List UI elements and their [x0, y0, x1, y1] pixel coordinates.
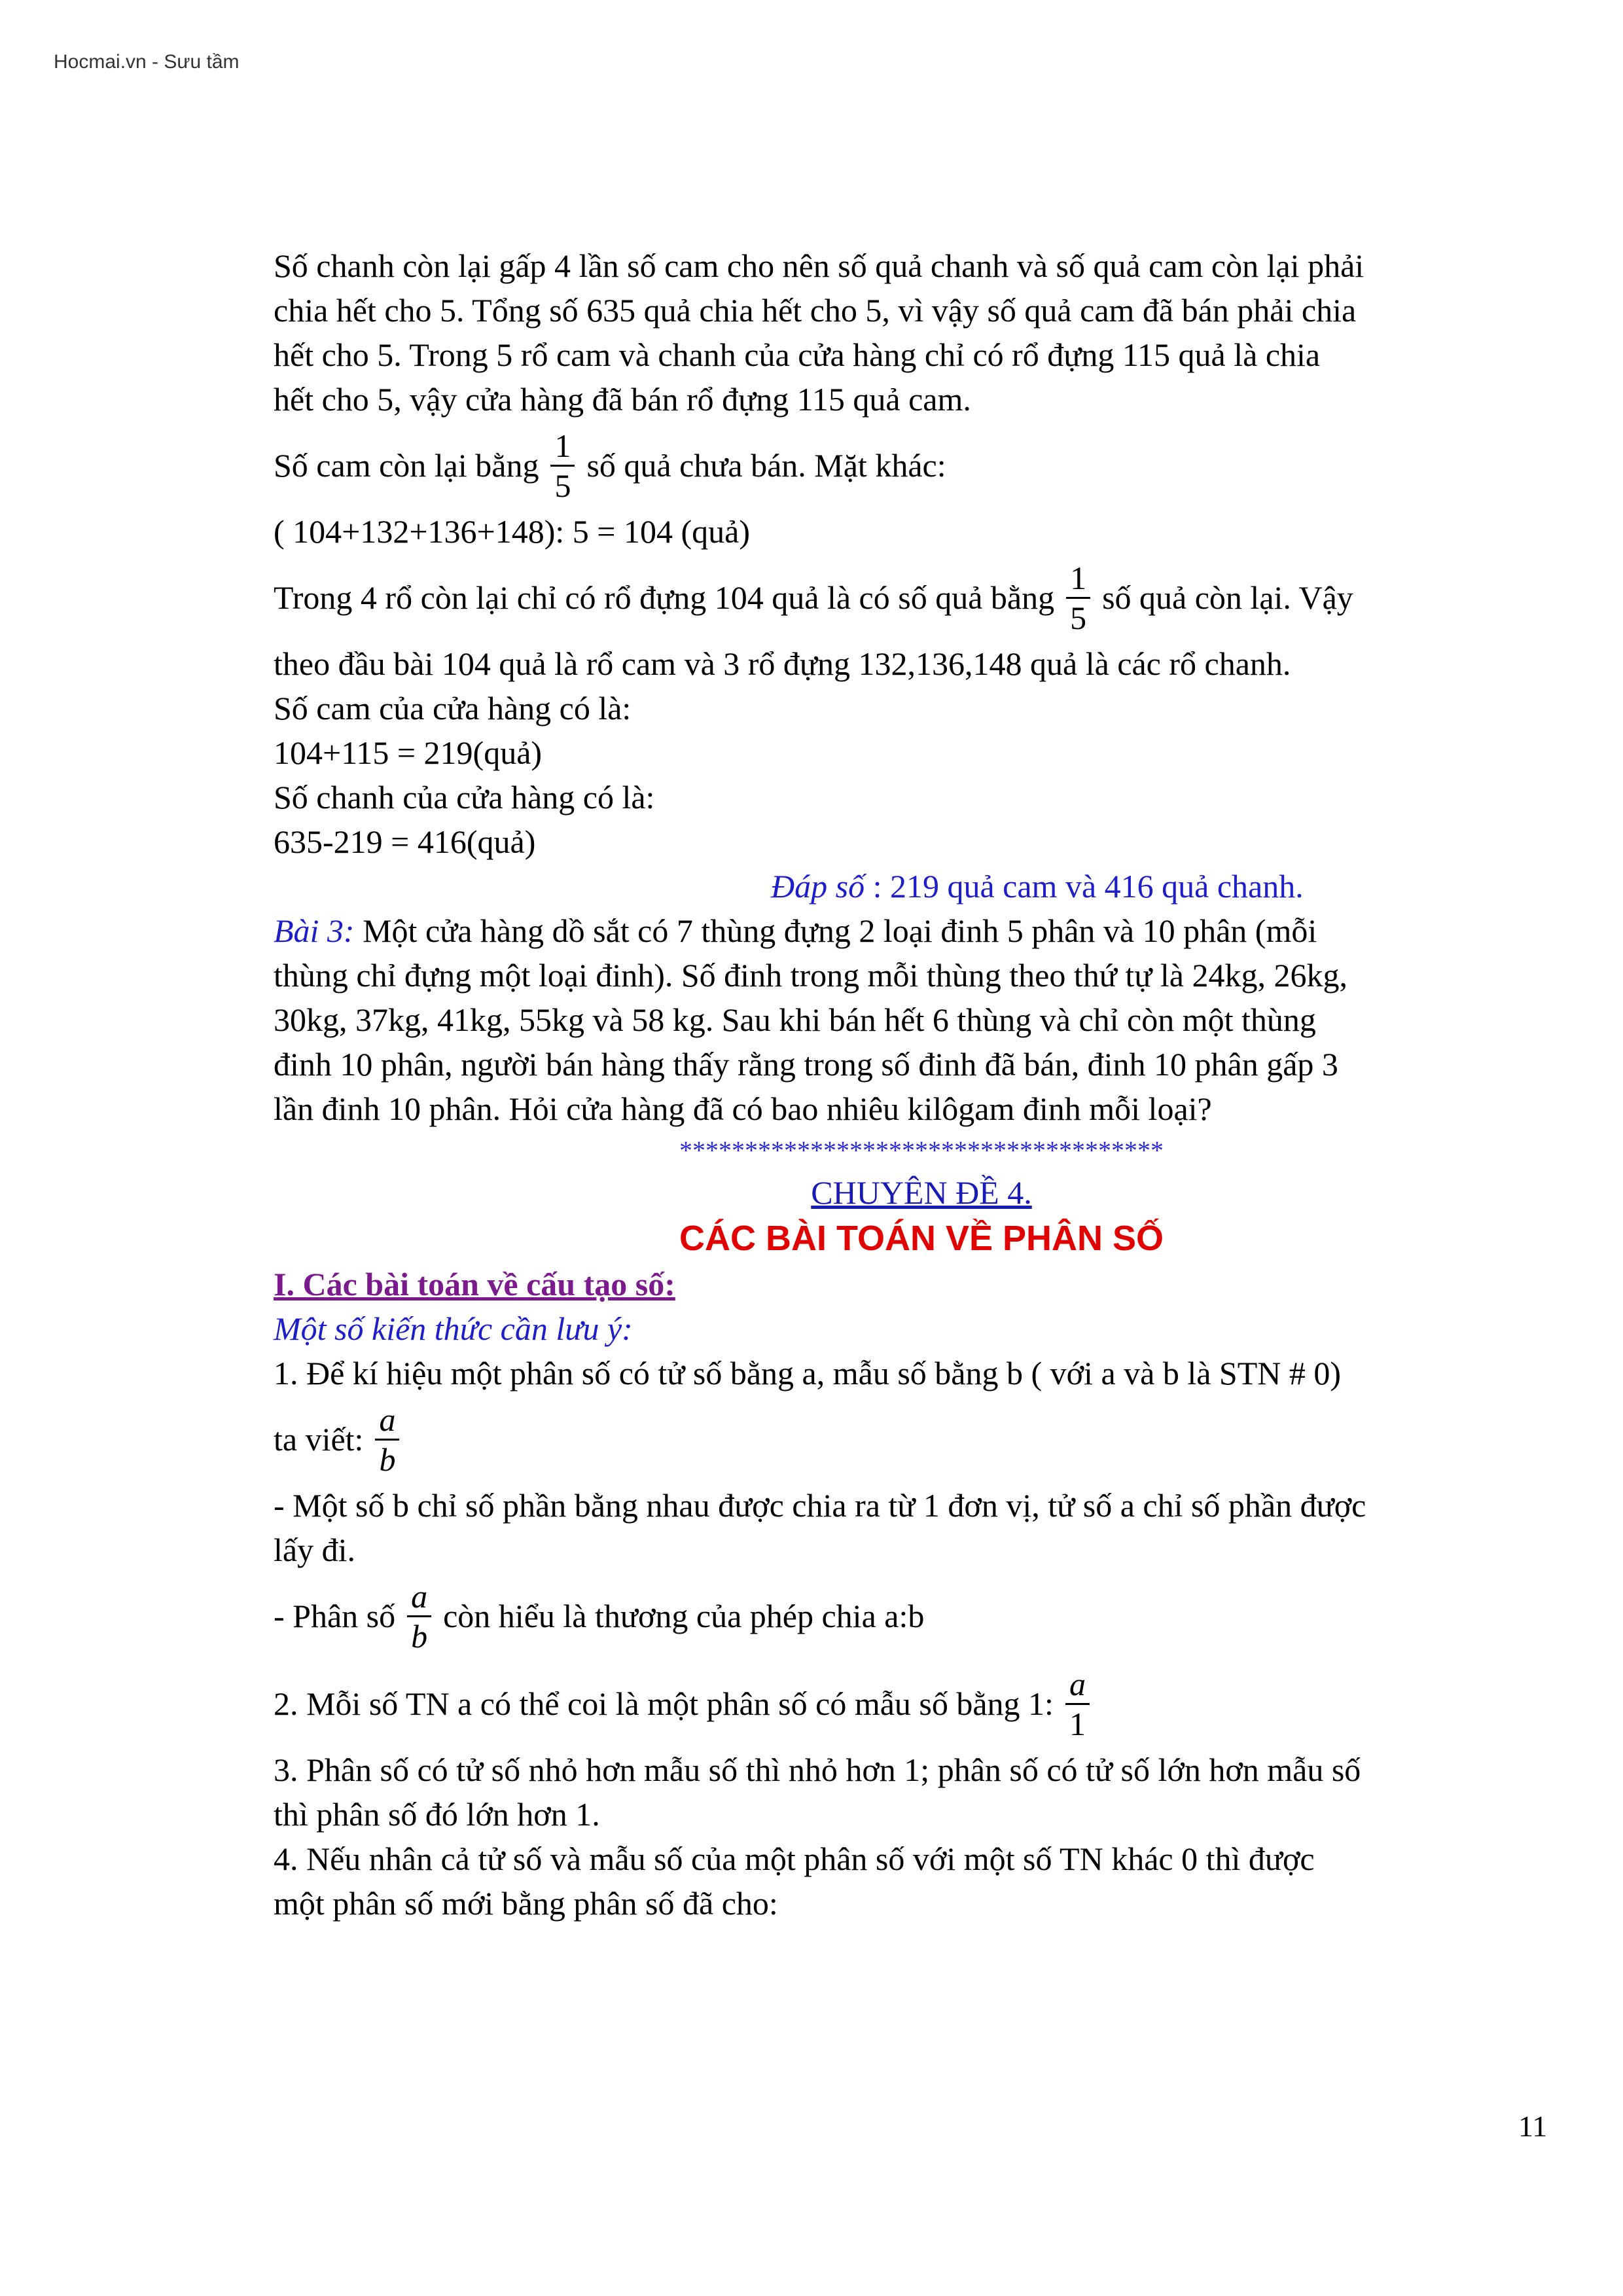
- dash1-line-1: - Một số b chỉ số phần bằng nhau được chia ra từ 1 đơn vị, tử số a chỉ số phần được: [274, 1487, 1366, 1524]
- answer-label: Đáp số: [771, 868, 865, 905]
- page-number: 11: [1518, 2109, 1548, 2143]
- item-4-line-1: 4. Nếu nhân cả tử số và mẫu số của một phân số với một số TN khác 0 thì được: [274, 1840, 1315, 1877]
- text-before: - Phân số: [274, 1598, 396, 1634]
- text-after: số quả chưa bán. Mặt khác:: [586, 447, 946, 484]
- text-before: ta viết:: [274, 1421, 364, 1458]
- fraction-numerator: 1: [1070, 559, 1087, 596]
- page-content: [274, 243, 1569, 1926]
- text-before: 2. Mỗi số TN a có thể coi là một phân số có mẫu số bằng 1:: [274, 1685, 1054, 1722]
- separator-stars: *************************************: [679, 1136, 1164, 1165]
- text-before: Trong 4 rổ còn lại chỉ có rổ đựng 104 quả là có số quả bằng: [274, 579, 1055, 616]
- fraction-numerator: a: [1069, 1665, 1086, 1702]
- fraction-numerator: a: [379, 1401, 396, 1438]
- item-3-line-1: 3. Phân số có tử số nhỏ hơn mẫu số thì nhỏ hơn 1; phân số có tử số lớn hơn mẫu số: [274, 1751, 1361, 1788]
- para1-line-3: hết cho 5. Trong 5 rổ cam và chanh của cửa hàng chỉ có rổ đựng 115 quả là chia: [274, 336, 1321, 373]
- fraction-a-over-1: [1065, 1665, 1090, 1743]
- item-1: 1. Để kí hiệu một phân số có tử số bằng a, mẫu số bằng b ( với a và b là STN # 0): [274, 1355, 1342, 1391]
- fraction-numerator: 1: [554, 427, 571, 464]
- para2-line-5: 635-219 = 416(quả): [274, 823, 536, 860]
- line-cam-con-lai: [274, 422, 1569, 509]
- fraction-one-fifth: [550, 427, 575, 505]
- bai3-line-2: thùng chỉ đựng một loại đinh). Số đinh trong mỗi thùng theo thứ tự là 24kg, 26kg,: [274, 957, 1347, 994]
- fraction-numerator: a: [411, 1577, 428, 1615]
- fraction-denominator: 5: [550, 465, 575, 505]
- bai3-line-4: đinh 10 phân, người bán hàng thấy rằng trong số đinh đã bán, đinh 10 phân gấp 3: [274, 1046, 1338, 1083]
- dash1-line-2: lấy đi.: [274, 1532, 355, 1568]
- text-before: Số cam còn lại bằng: [274, 447, 539, 484]
- answer-line: [274, 864, 1569, 908]
- bai3-label: Bài 3:: [274, 912, 355, 949]
- chuyen-de-heading: CHUYÊN ĐỀ 4.: [811, 1174, 1032, 1211]
- answer-text: : 219 quả cam và 416 quả chanh.: [865, 868, 1304, 905]
- text-after: số quả còn lại. Vậy: [1102, 579, 1353, 616]
- bai3-line-3: 30kg, 37kg, 41kg, 55kg và 58 kg. Sau khi bán hết 6 thùng và chỉ còn một thùng: [274, 1001, 1316, 1038]
- para1-line-2: chia hết cho 5. Tổng số 635 quả chia hết cho 5, vì vậy số quả cam đã bán phải chia: [274, 292, 1357, 329]
- item-2: [274, 1660, 1569, 1748]
- bai3-line-1: [274, 908, 1569, 953]
- item-4-line-2: một phân số mới bằng phân số đã cho:: [274, 1885, 778, 1922]
- fraction-a-over-b: [407, 1577, 431, 1655]
- fraction-a-over-b: [375, 1401, 399, 1479]
- fraction-denominator: b: [407, 1615, 431, 1655]
- note-heading: Một số kiến thức cần lưu ý:: [274, 1310, 633, 1347]
- bai3-line-5: lần đinh 10 phân. Hỏi cửa hàng đã có bao nhiêu kilôgam đinh mỗi loại?: [274, 1090, 1212, 1127]
- line-phan-so-thuong: [274, 1572, 1569, 1660]
- para2-line-2: Số cam của cửa hàng có là:: [274, 690, 632, 726]
- para1-line-4: hết cho 5, vậy cửa hàng đã bán rổ đựng 115 quả cam.: [274, 381, 971, 418]
- text-after: còn hiểu là thương của phép chia a:b: [443, 1598, 925, 1634]
- para2-line-3: 104+115 = 219(quả): [274, 734, 543, 771]
- fraction-denominator: 1: [1065, 1703, 1090, 1743]
- item-3-line-2: thì phân số đó lớn hơn 1.: [274, 1796, 600, 1833]
- fraction-one-fifth: [1066, 559, 1090, 637]
- line-calc: ( 104+132+136+148): 5 = 104 (quả): [274, 513, 750, 550]
- fraction-denominator: b: [375, 1439, 399, 1479]
- line-ta-viet: [274, 1395, 1569, 1483]
- header-source: Hocmai.vn - Sưu tầm: [54, 51, 240, 73]
- section-heading-1: I. Các bài toán về cấu tạo số:: [274, 1266, 675, 1302]
- section-title: CÁC BÀI TOÁN VỀ PHÂN SỐ: [679, 1219, 1164, 1258]
- para2-line-1: theo đầu bài 104 quả là rổ cam và 3 rổ đựng 132,136,148 quả là các rổ chanh.: [274, 645, 1291, 682]
- line-trong-4-ro: [274, 554, 1569, 641]
- para2-line-4: Số chanh của cửa hàng có là:: [274, 779, 655, 816]
- para1-line-1: Số chanh còn lại gấp 4 lần số cam cho nên số quả chanh và số quả cam còn lại phải: [274, 247, 1364, 284]
- fraction-denominator: 5: [1066, 597, 1090, 637]
- bai3-text: Một cửa hàng dồ sắt có 7 thùng đựng 2 loại đinh 5 phân và 10 phân (mỗi: [354, 912, 1317, 949]
